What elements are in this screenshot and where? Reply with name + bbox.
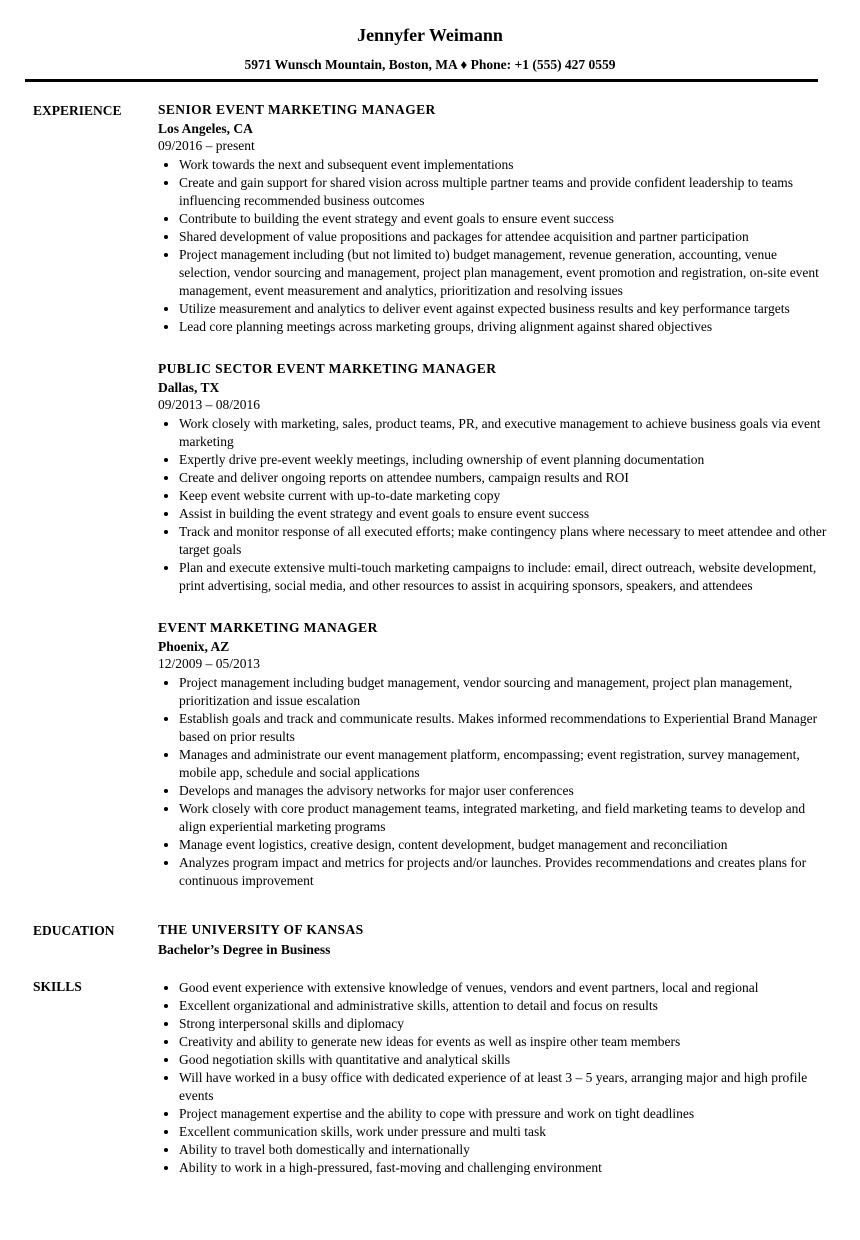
skills-content: [158, 979, 830, 1177]
bullet-item: • Project management including budget management, vendor sourcing and management, project plan management, prioritization and issue escalation: [179, 674, 830, 710]
education-label: EDUCATION: [33, 923, 115, 938]
bullet-item: • Utilize measurement and analytics to deliver event against expected business results and key performance targets: [179, 300, 830, 318]
bullet-item: • Excellent communication skills, work under pressure and multi task: [179, 1123, 830, 1141]
bullet-item: • Strong interpersonal skills and diplomacy: [179, 1015, 830, 1033]
bullet-item: • Keep event website current with up-to-date marketing copy: [179, 487, 830, 505]
header-divider: [25, 79, 818, 82]
bullet-item: • Create and deliver ongoing reports on attendee numbers, campaign results and ROI: [179, 469, 830, 487]
bullet-item: • Plan and execute extensive multi-touch marketing campaigns to include: email, direct outreach, website development, print advertising, social media, and other resources to assist in acquiring sponsors, speakers, and attendees: [179, 559, 830, 595]
skills-label: SKILLS: [33, 979, 82, 994]
bullet-item: • Project management including (but not limited to) budget management, revenue generation, accounting, venue selection, vendor sourcing and management, project plan management, event promotion and registration, on-site event management, event measurement and analytics, prioritization and resolving issues: [179, 246, 830, 300]
bullet-item: • Work towards the next and subsequent event implementations: [179, 156, 830, 174]
experience-section: [0, 103, 860, 890]
bullet-item: • Good event experience with extensive knowledge of venues, vendors and event partners, local and regional: [179, 979, 830, 997]
bullet-item: • Assist in building the event strategy and event goals to ensure event success: [179, 505, 830, 523]
bullet-item: • Create and gain support for shared vision across multiple partner teams and provide confident leadership to teams influencing recommended business outcomes: [179, 174, 830, 210]
job-title: SENIOR EVENT MARKETING MANAGER: [158, 102, 436, 117]
bullet-item: • Work closely with core product management teams, integrated marketing, and field marketing teams to develop and align experiential marketing programs: [179, 800, 830, 836]
bullet-item: • Good negotiation skills with quantitative and analytical skills: [179, 1051, 830, 1069]
job-dates: 09/2013 – 08/2016: [158, 397, 261, 412]
school-name: THE UNIVERSITY OF KANSAS: [158, 922, 364, 937]
bullet-item: • Establish goals and track and communicate results. Makes informed recommendations to Experiential Brand Manager based on prior results: [179, 710, 830, 746]
job-location: Los Angeles, CA: [158, 121, 253, 136]
bullet-item: • Track and monitor response of all executed efforts; make contingency plans where necessary to meet attendee and other target goals: [179, 523, 830, 559]
job-title: PUBLIC SECTOR EVENT MARKETING MANAGER: [158, 361, 497, 376]
job-dates: 09/2016 – present: [158, 138, 255, 153]
contact-line: 5971 Wunsch Mountain, Boston, MA ♦ Phone: +1 (555) 427 0559: [244, 57, 616, 72]
bullet-item: • Ability to travel both domestically and internationally: [179, 1141, 830, 1159]
job-entry-event-marketing-manager: [158, 621, 830, 890]
job-location: Dallas, TX: [158, 380, 220, 395]
bullet-item: • Develops and manages the advisory networks for major user conferences: [179, 782, 830, 800]
bullet-item: • Analyzes program impact and metrics for projects and/or launches. Provides recommendations and creates plans for continuous improvement: [179, 854, 830, 890]
bullet-item: • Lead core planning meetings across marketing groups, driving alignment against shared objectives: [179, 318, 830, 336]
bullet-item: • Ability to work in a high-pressured, fast-moving and challenging environment: [179, 1159, 830, 1177]
job-entry-public-sector-event-marketing-manager: [158, 362, 830, 595]
bullet-item: • Shared development of value propositions and packages for attendee acquisition and partner participation: [179, 228, 830, 246]
bullet-item: • Project management expertise and the ability to cope with pressure and work on tight deadlines: [179, 1105, 830, 1123]
bullet-item: • Will have worked in a busy office with dedicated experience of at least 3 – 5 years, arranging major and high profile events: [179, 1069, 830, 1105]
bullet-item: • Contribute to building the event strategy and event goals to ensure event success: [179, 210, 830, 228]
bullet-item: • Manage event logistics, creative design, content development, budget management and reconciliation: [179, 836, 830, 854]
candidate-name: Jennyfer Weimann: [357, 25, 503, 45]
skills-bullet-list: [158, 979, 830, 1177]
experience-label: EXPERIENCE: [33, 103, 122, 118]
job-bullet-list: [158, 156, 830, 336]
bullet-item: • Excellent organizational and administrative skills, attention to detail and focus on results: [179, 997, 830, 1015]
bullet-item: • Creativity and ability to generate new ideas for events as well as inspire other team members: [179, 1033, 830, 1051]
job-entry-senior-event-marketing-manager: [158, 103, 830, 336]
job-title: EVENT MARKETING MANAGER: [158, 620, 378, 635]
education-content: [158, 923, 830, 957]
bullet-item: • Expertly drive pre-event weekly meetings, including ownership of event planning documentation: [179, 451, 830, 469]
job-bullet-list: [158, 674, 830, 890]
education-section: [0, 923, 860, 957]
experience-content: [158, 103, 830, 890]
job-location: Phoenix, AZ: [158, 639, 230, 654]
bullet-item: • Manages and administrate our event management platform, encompassing; event registration, survey management, mobile app, schedule and social applications: [179, 746, 830, 782]
job-bullet-list: [158, 415, 830, 595]
skills-section: [0, 979, 860, 1177]
resume-header: [0, 0, 860, 82]
degree-name: Bachelor’s Degree in Business: [158, 942, 331, 957]
job-dates: 12/2009 – 05/2013: [158, 656, 261, 671]
bullet-item: • Work closely with marketing, sales, product teams, PR, and executive management to achieve business goals via event marketing: [179, 415, 830, 451]
